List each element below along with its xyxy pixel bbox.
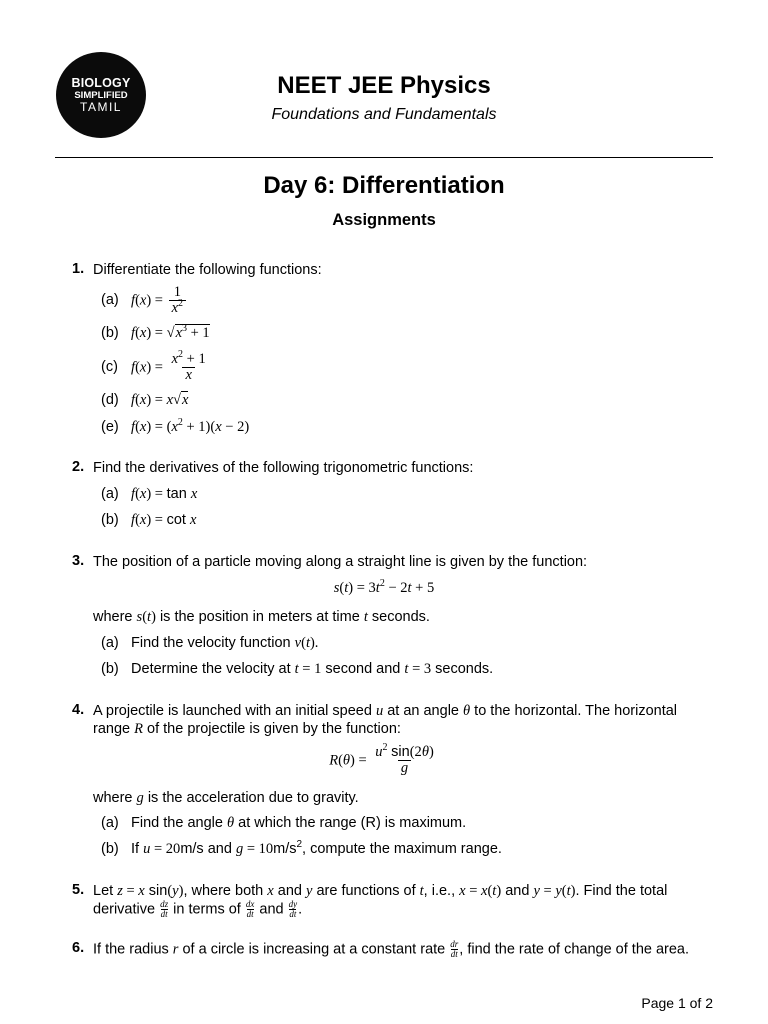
logo-line-3: TAMIL (80, 100, 122, 114)
logo-line-1: BIOLOGY (71, 76, 131, 90)
question-4a: (a) Find the angle θ at which the range (R) is maximum. (101, 815, 467, 831)
question-1b: (b) $f(x) = √x^3 + 1$ (101, 323, 210, 341)
document-subtitle: Foundations and Fundamentals (271, 106, 497, 123)
day-title: Day 6: Differentiation (263, 172, 505, 199)
section-title: Assignments (332, 211, 436, 229)
header-divider (55, 157, 713, 158)
document-title: NEET JEE Physics (277, 72, 491, 99)
question-text: A projectile is launched with an initial speed u at an angle θ to the horizontal. The horizontal range R of the projectile is given by the function: (93, 703, 678, 737)
question-text: Differentiate the following functions: (93, 262, 322, 278)
question-1e: (e) $f(x) = (x^2 + 1)(x - 2)$ (101, 417, 250, 435)
question-1d: (d) f(x) = x√x (101, 392, 189, 408)
question-2b: (b) f(x) = cot x (101, 512, 197, 528)
question-3a: (a) Find the velocity function v(t). (101, 635, 319, 651)
position-equation: $s(t) = 3t^2 - 2t + 5$ (333, 578, 435, 596)
question-3b: (b) Determine the velocity at t = 1 second and t = 3 seconds. (101, 661, 494, 677)
question-1a: (a) f(x) = $\frac{1}{x^2}$ (101, 285, 188, 316)
question-number: 2. (72, 459, 85, 475)
question-number: 3. (72, 553, 85, 569)
where-text: where s(t) is the position in meters at time t seconds. (93, 609, 430, 625)
where-text: where g is the acceleration due to gravity. (93, 790, 359, 806)
page-number: Page 1 of 2 (641, 995, 713, 1011)
question-number: 4. (72, 702, 85, 718)
question-text: The position of a particle moving along a straight line is given by the function: (93, 554, 588, 570)
question-text: Find the derivatives of the following trigonometric functions: (93, 460, 474, 476)
question-text: Let z = x sin(y), where both x and y are functions of t, i.e., x = x(t) and y = y(t). Find the total derivative $\frac{dz}{dt}$ in terms of $\frac{dx}{dt}$ and $\frac{dy}{dt}$ . (93, 883, 668, 919)
logo-line-2: SIMPLIFIED (74, 90, 128, 101)
question-number: 6. (72, 940, 85, 956)
question-2a: (a) f(x) = tan x (101, 486, 198, 502)
range-equation: R(θ) = $\frac{u^2 \sin(2\theta)}{g}$ (329, 742, 434, 776)
question-number: 5. (72, 882, 85, 898)
question-number: 1. (72, 261, 85, 277)
question-text: If the radius r of a circle is increasing at a constant rate $\frac{dr}{dt}$ , find the rate of change of the area. (93, 939, 690, 959)
question-4b: (b) If u = 20m/s and $g = 10m/s^2$, compute the maximum range. (101, 839, 502, 857)
question-1c: (c) f(x) = $\frac{x^2 + 1}{x}$ (101, 349, 206, 383)
